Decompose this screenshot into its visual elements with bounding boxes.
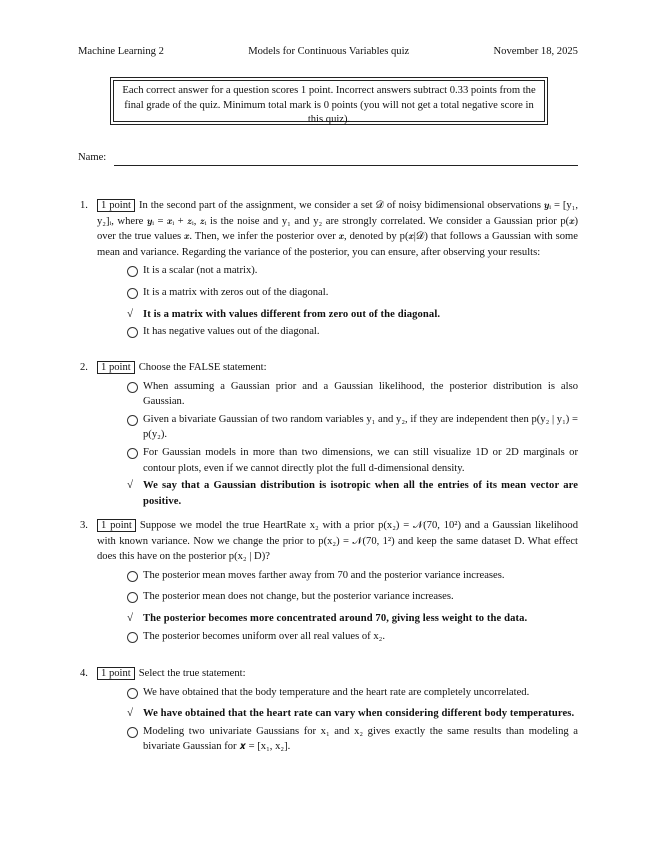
option-text: The posterior mean moves farther away from 70 and the posterior variance increases. xyxy=(143,569,505,581)
points-badge: 1 point xyxy=(97,667,135,680)
option-text: Given a bivariate Gaussian of two random variables y₁ and y₂, if they are independent then p(y₂ | y₁) = p(y₂). xyxy=(143,413,578,441)
name-field[interactable] xyxy=(78,150,578,166)
question-text: In the second part of the assignment, we consider a set 𝒟 of noisy bidimensional observations 𝒚ᵢ = [y₁, y₂]ᵢ, where 𝒚ᵢ = 𝒙ᵢ + 𝒛ᵢ, 𝒛ᵢ is the noise and y₁ and y₂ are strongly correlated. We consider a Gaussian prior p(𝒙) over the true values 𝒙. Then, we infer the posterior over 𝒙, denoted by p(𝒙|𝒟) that follows a Gaussian with some mean and variance. Regarding the variance of the posterior, you can ensure, after observing your results: xyxy=(97,200,578,258)
radio-circle-icon xyxy=(127,685,143,705)
option[interactable] xyxy=(127,445,578,476)
scoring-notice: Each correct answer for a question scores 1 point. Incorrect answers subtract 0.33 points from the final grade of the quiz. Minimum total mark is 0 points (you will not get a total negative score in this quiz). xyxy=(113,80,545,122)
radio-circle-icon xyxy=(127,568,143,588)
question-2 xyxy=(80,360,578,511)
question-text: Select the true statement: xyxy=(138,668,246,679)
options-list xyxy=(127,379,578,510)
checkmark-icon: √ xyxy=(127,307,134,320)
name-line[interactable] xyxy=(114,154,578,166)
question-text: Suppose we model the true HeartRate x₂ with a prior p(x₂) = 𝒩(70, 10²) and a Gaussian likelihood with known variance. Now we change the prior to p(x₂) = 𝒩(70, 1²) and keep the same dataset D. What effect does this have on the posterior p(x₂ | D)? xyxy=(97,520,578,563)
option[interactable] xyxy=(127,379,578,410)
question-text-block xyxy=(80,360,578,376)
option-text: The posterior becomes more concentrated around 70, giving less weight to the data. xyxy=(143,612,528,624)
question-text-block xyxy=(80,666,578,682)
option-text: It is a matrix with values different from zero out of the diagonal. xyxy=(143,308,441,320)
question-number: 1. xyxy=(80,200,88,211)
question-text-block xyxy=(80,518,578,565)
option[interactable] xyxy=(127,685,578,705)
quiz-title: Models for Continuous Variables quiz xyxy=(248,46,410,57)
option-text: It is a matrix with zeros out of the diagonal. xyxy=(143,286,329,298)
quiz-date: November 18, 2025 xyxy=(493,46,578,57)
name-label: Name: xyxy=(78,152,107,163)
options-list xyxy=(127,568,578,648)
question-number: 4. xyxy=(80,668,88,679)
option-text: The posterior mean does not change, but the posterior variance increases. xyxy=(143,591,454,603)
option[interactable] xyxy=(127,324,578,344)
points-badge: 1 point xyxy=(97,199,135,212)
options-list xyxy=(127,685,578,755)
checkmark-icon: √ xyxy=(127,707,134,720)
radio-circle-icon xyxy=(127,412,143,432)
option-text: Modeling two univariate Gaussians for x₁ and x₂ gives exactly the same results than modeling a bivariate Gaussian for 𝒙 = [x₁, x₂]. xyxy=(143,725,578,753)
options-list xyxy=(127,263,578,343)
points-badge: 1 point xyxy=(97,519,136,532)
option-text: We have obtained that the body temperature and the heart rate are completely uncorrelated. xyxy=(143,686,530,698)
radio-circle-icon xyxy=(127,445,143,465)
option[interactable] xyxy=(127,724,578,755)
radio-circle-icon xyxy=(127,629,143,649)
scoring-notice-box xyxy=(110,77,548,125)
option-text: For Gaussian models in more than two dimensions, we can still visualize 1D or 2D marginals or contour plots, even if we cannot directly plot the full d-dimensional density. xyxy=(143,446,578,474)
radio-circle-icon xyxy=(127,724,143,744)
question-3 xyxy=(80,518,578,650)
question-text-block xyxy=(80,198,578,260)
points-badge: 1 point xyxy=(97,361,135,374)
option-text: We have obtained that the heart rate can vary when considering different body temperatures. xyxy=(143,708,575,720)
radio-circle-icon xyxy=(127,285,143,305)
question-number: 2. xyxy=(80,362,88,373)
option[interactable] xyxy=(127,568,578,588)
radio-circle-icon xyxy=(127,379,143,399)
course-name: Machine Learning 2 xyxy=(78,46,164,57)
page-header xyxy=(78,44,578,60)
option-text: It has negative values out of the diagonal. xyxy=(143,326,320,338)
checkmark-icon: √ xyxy=(127,611,134,624)
option[interactable] xyxy=(127,629,578,649)
option-text: The posterior becomes uniform over all real values of x₂. xyxy=(143,630,385,642)
option[interactable] xyxy=(127,412,578,443)
radio-circle-icon xyxy=(127,589,143,609)
question-4 xyxy=(80,666,578,757)
radio-circle-icon xyxy=(127,263,143,283)
radio-circle-icon xyxy=(127,324,143,344)
option-text: When assuming a Gaussian prior and a Gaussian likelihood, the posterior distribution is also Gaussian. xyxy=(143,380,578,408)
option-text: It is a scalar (not a matrix). xyxy=(143,265,258,277)
question-number: 3. xyxy=(80,520,88,531)
option[interactable] xyxy=(127,611,578,627)
option[interactable] xyxy=(127,263,578,283)
checkmark-icon: √ xyxy=(127,479,134,492)
question-1 xyxy=(80,198,578,346)
option[interactable] xyxy=(127,478,578,509)
option-text: We say that a Gaussian distribution is isotropic when all the entries of its mean vector are positive. xyxy=(143,480,578,507)
option[interactable] xyxy=(127,589,578,609)
option[interactable] xyxy=(127,706,578,722)
option[interactable] xyxy=(127,307,578,323)
option[interactable] xyxy=(127,285,578,305)
question-text: Choose the FALSE statement: xyxy=(138,362,267,373)
